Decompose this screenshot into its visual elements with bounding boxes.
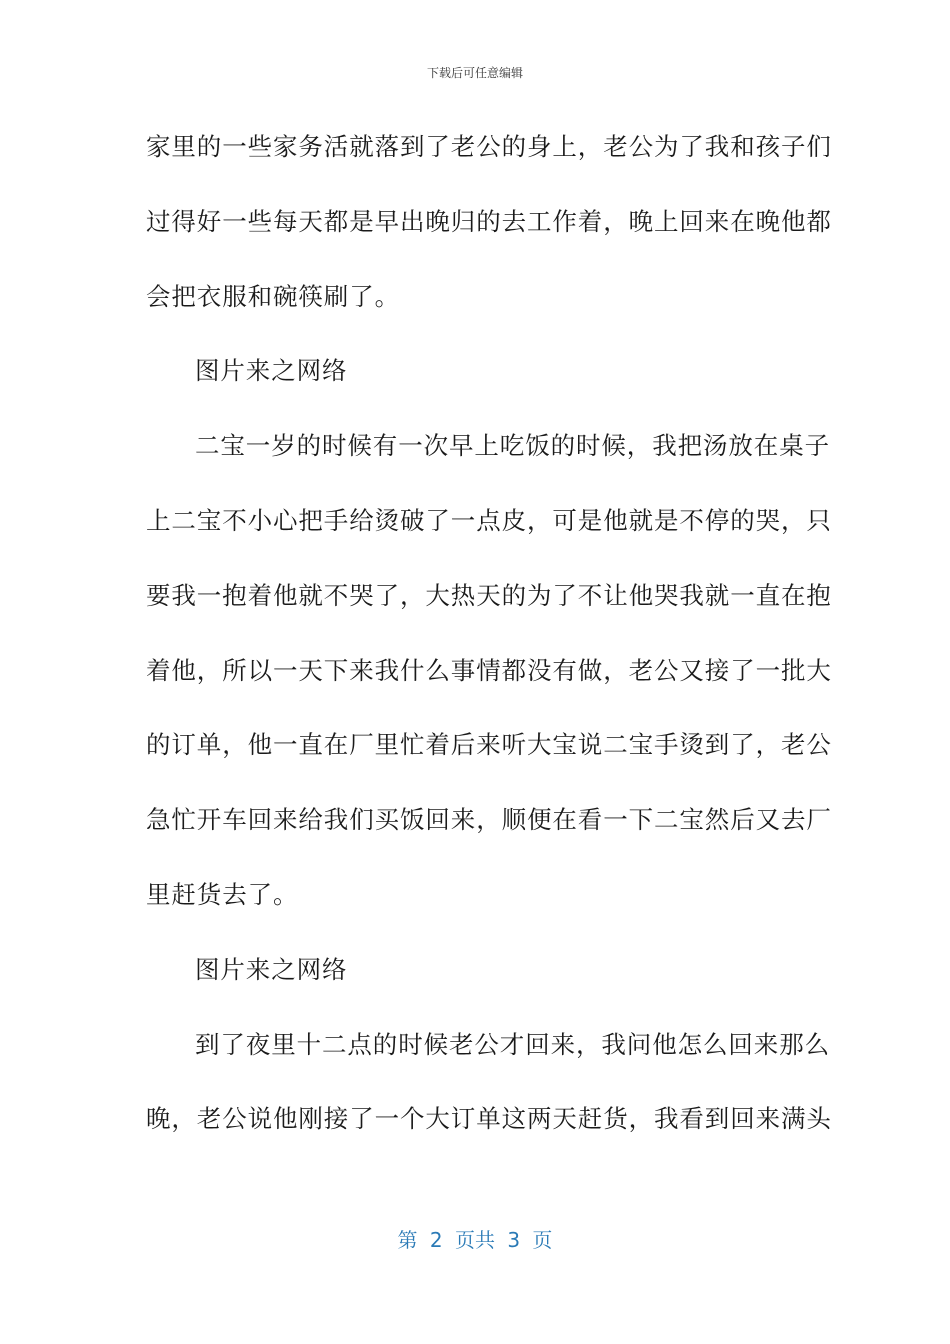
text-line: 急忙开车回来给我们买饭回来，顺便在看一下二宝然后又去厂 — [146, 805, 832, 835]
text-line: 晚，老公说他刚接了一个大订单这两天赶货，我看到回来满头 — [146, 1104, 832, 1134]
text-line: 要我一抱着他就不哭了，大热天的为了不让他哭我就一直在抱 — [146, 580, 832, 610]
image-caption: 图片来之网络 — [195, 356, 348, 386]
text-line: 着他，所以一天下来我什么事情都没有做，老公又接了一批大 — [146, 655, 832, 685]
text-line: 的订单，他一直在厂里忙着后来听大宝说二宝手烫到了，老公 — [146, 730, 832, 760]
text-line: 二宝一岁的时候有一次早上吃饭的时候，我把汤放在桌子 — [195, 431, 830, 461]
image-caption: 图片来之网络 — [195, 954, 348, 984]
text-line: 里赶货去了。 — [146, 879, 299, 909]
text-line: 会把衣服和碗筷刷了。 — [146, 281, 400, 311]
document-body — [146, 110, 832, 1157]
text-line: 家里的一些家务活就落到了老公的身上，老公为了我和孩子们 — [146, 132, 832, 161]
text-line: 过得好一些每天都是早出晚归的去工作着，晚上回来在晚他都 — [146, 206, 832, 236]
page-header: 下载后可任意编辑 — [426, 66, 523, 80]
text-line: 上二宝不小心把手给烫破了一点皮，可是他就是不停的哭，只 — [146, 505, 832, 535]
page-number-footer: 第 2 页共 3 页 — [397, 1228, 553, 1252]
text-line: 到了夜里十二点的时候老公才回来，我问他怎么回来那么 — [195, 1029, 830, 1059]
